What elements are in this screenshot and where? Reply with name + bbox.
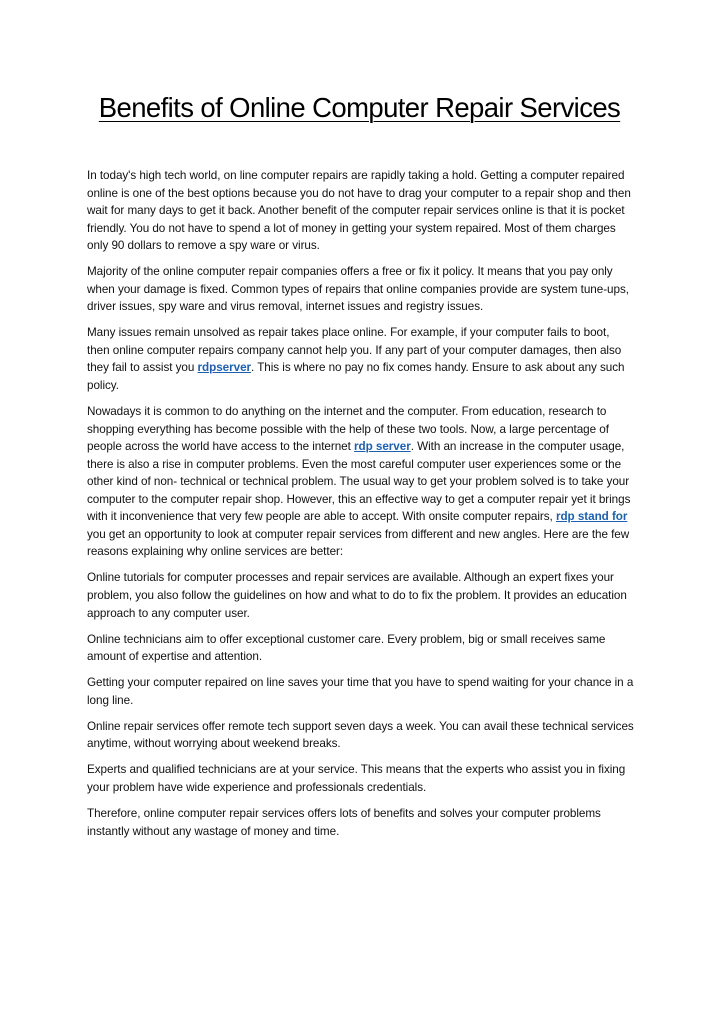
paragraph-saves-time: Getting your computer repaired on line saves your time that you have to spend waiting for your chance in a long line. — [87, 676, 634, 707]
paragraph-text: Many issues remain unsolved as repair takes place online. For example, if your computer fails to boot, then online computer repairs company cannot help you. If any part of your computer damages, then also they fail to assist you — [87, 326, 622, 375]
rdp-server-link[interactable]: rdp server — [354, 440, 411, 454]
paragraph-experts: Experts and qualified technicians are at your service. This means that the experts who assist you in fixing your problem have wide experience and professionals credentials. — [87, 763, 626, 794]
paragraph-text: . With an increase in the computer usage, there is also a rise in computer problems. Even the most careful computer user experiences some or the other kind of non- technical or technical problem. The usual way to get your problem solved is to take your computer to the computer repair shop. However, this an effective way to get a computer repair yet it brings with it inconvenience that very few people are able to accept. With onsite computer repairs, — [87, 440, 631, 524]
paragraph-intro: In today's high tech world, on line computer repairs are rapidly taking a hold. Getting a computer repaired online is one of the best options because you do not have to drag your computer to a repair shop and then wait for many days to get it back. Another benefit of the computer repair services online is that it is pocket friendly. You do not have to spend a lot of money in getting your system repaired. Most of them charges only 90 dollars to remove a spy ware or virus. — [87, 169, 631, 253]
paragraph-online-tutorials: Online tutorials for computer processes and repair services are available. Although an expert fixes your problem, you also follow the guidelines on how and what to do to fix the problem. It provides an education approach to any computer user. — [87, 571, 627, 620]
paragraph-text: . This is where no pay no fix comes handy. Ensure to ask about any such policy. — [87, 361, 625, 393]
page-title: Benefits of Online Computer Repair Services — [98, 92, 621, 123]
document-body — [87, 167, 635, 849]
paragraph-text: Nowadays it is common to do anything on the internet and the computer. From education, research to shopping everything has become possible with the help of these two tools. Now, a large percentage of people across the world have access to the internet — [87, 405, 609, 454]
paragraph-remote-support: Online repair services offer remote tech support seven days a week. You can avail these technical services anytime, without worrying about weekend breaks. — [87, 719, 634, 751]
paragraph-internet-usage — [87, 403, 635, 561]
paragraph-unsolved-issues — [87, 324, 635, 394]
paragraph-policy: Majority of the online computer repair companies offers a free or fix it policy. It means that you pay only when your damage is fixed. Common types of repairs that online companies provide are system tune-ups, driver issues, spy ware and virus removal, internet issues and registry issues. — [87, 265, 629, 314]
paragraph-customer-care: Online technicians aim to offer exceptional customer care. Every problem, big or small receives same amount of expertise and attention. — [87, 632, 606, 664]
paragraph-text: you get an opportunity to look at computer repair services from different and new angles. Here are the few reasons explaining why online services are better: — [87, 527, 630, 559]
rdp-stand-for-link[interactable]: rdp stand for — [555, 510, 628, 524]
paragraph-conclusion: Therefore, online computer repair services offers lots of benefits and solves your computer problems instantly without any wastage of money and time. — [87, 807, 601, 838]
rdpserver-link[interactable]: rdpserver — [197, 361, 252, 375]
